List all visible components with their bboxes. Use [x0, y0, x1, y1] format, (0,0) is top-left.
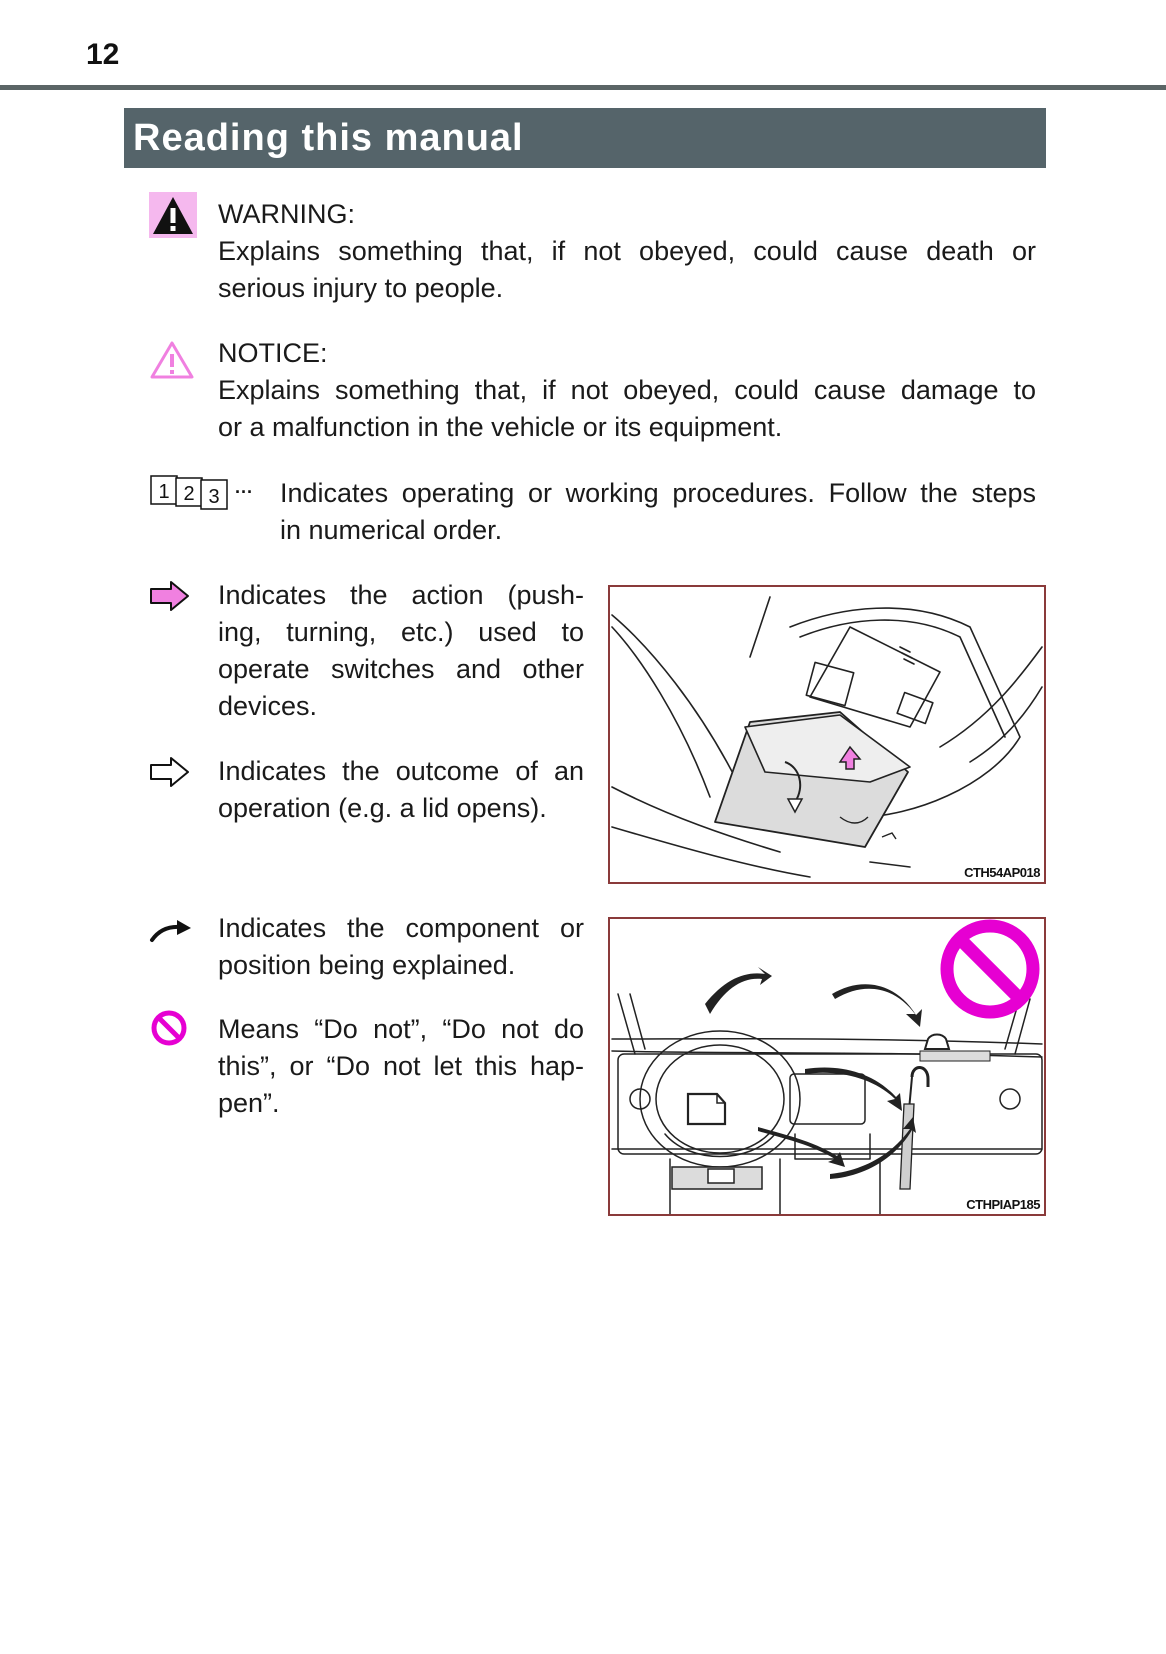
donot-text-line2: this”, or “Do not let this hap- [218, 1051, 584, 1081]
component-text-line2: position being explained. [218, 950, 516, 980]
action-arrow-icon [149, 580, 191, 612]
donot-text-line3: pen”. [218, 1088, 280, 1118]
section-title: Reading this manual [124, 108, 1046, 168]
figure-dashboard-prohibited [608, 917, 1046, 1216]
figure-overhead-console [608, 585, 1046, 884]
component-text-line1: Indicates the component or [218, 913, 584, 943]
prohibition-icon [149, 1008, 189, 1048]
notice-icon [149, 340, 195, 380]
figure2-code: CTHPIAP185 [966, 1197, 1040, 1212]
action-text-line1: Indicates the action (push- [218, 580, 584, 610]
overhead-console-illustration [610, 587, 1044, 882]
step-3-number: 3 [208, 486, 220, 508]
warning-text-line1: Explains something that, if not obeyed, could cause death or [218, 236, 1036, 266]
action-text-line3: operate switches and other [218, 654, 584, 684]
figure1-code: CTH54AP018 [964, 865, 1040, 880]
donot-text-line1: Means “Do not”, “Do not do [218, 1014, 584, 1044]
component-pointer-icon [149, 918, 193, 944]
notice-text-line1: Explains something that, if not obeyed, could cause damage to [218, 375, 1036, 405]
action-text-line4: devices. [218, 691, 318, 721]
step-numbers-icon [150, 474, 262, 512]
step-1-number: 1 [158, 481, 170, 503]
dashboard-illustration [610, 919, 1044, 1214]
warning-text-line2: serious injury to people. [218, 273, 504, 303]
steps-ellipsis: ··· [235, 482, 253, 502]
warning-heading: WARNING: [218, 199, 355, 229]
step-2-number: 2 [183, 483, 195, 505]
warning-icon [149, 192, 197, 238]
header-rule [0, 85, 1166, 90]
page-number: 12 [86, 38, 120, 71]
steps-text-line2: in numerical order. [280, 515, 503, 545]
outcome-arrow-icon [149, 756, 191, 788]
notice-heading: NOTICE: [218, 338, 328, 368]
action-text-line2: ing, turning, etc.) used to [218, 617, 584, 647]
outcome-text-line1: Indicates the outcome of an [218, 756, 584, 786]
outcome-text-line2: operation (e.g. a lid opens). [218, 793, 547, 823]
notice-text-line2: or a malfunction in the vehicle or its equipment. [218, 412, 783, 442]
steps-text-line1: Indicates operating or working procedures. Follow the steps [280, 478, 1036, 508]
